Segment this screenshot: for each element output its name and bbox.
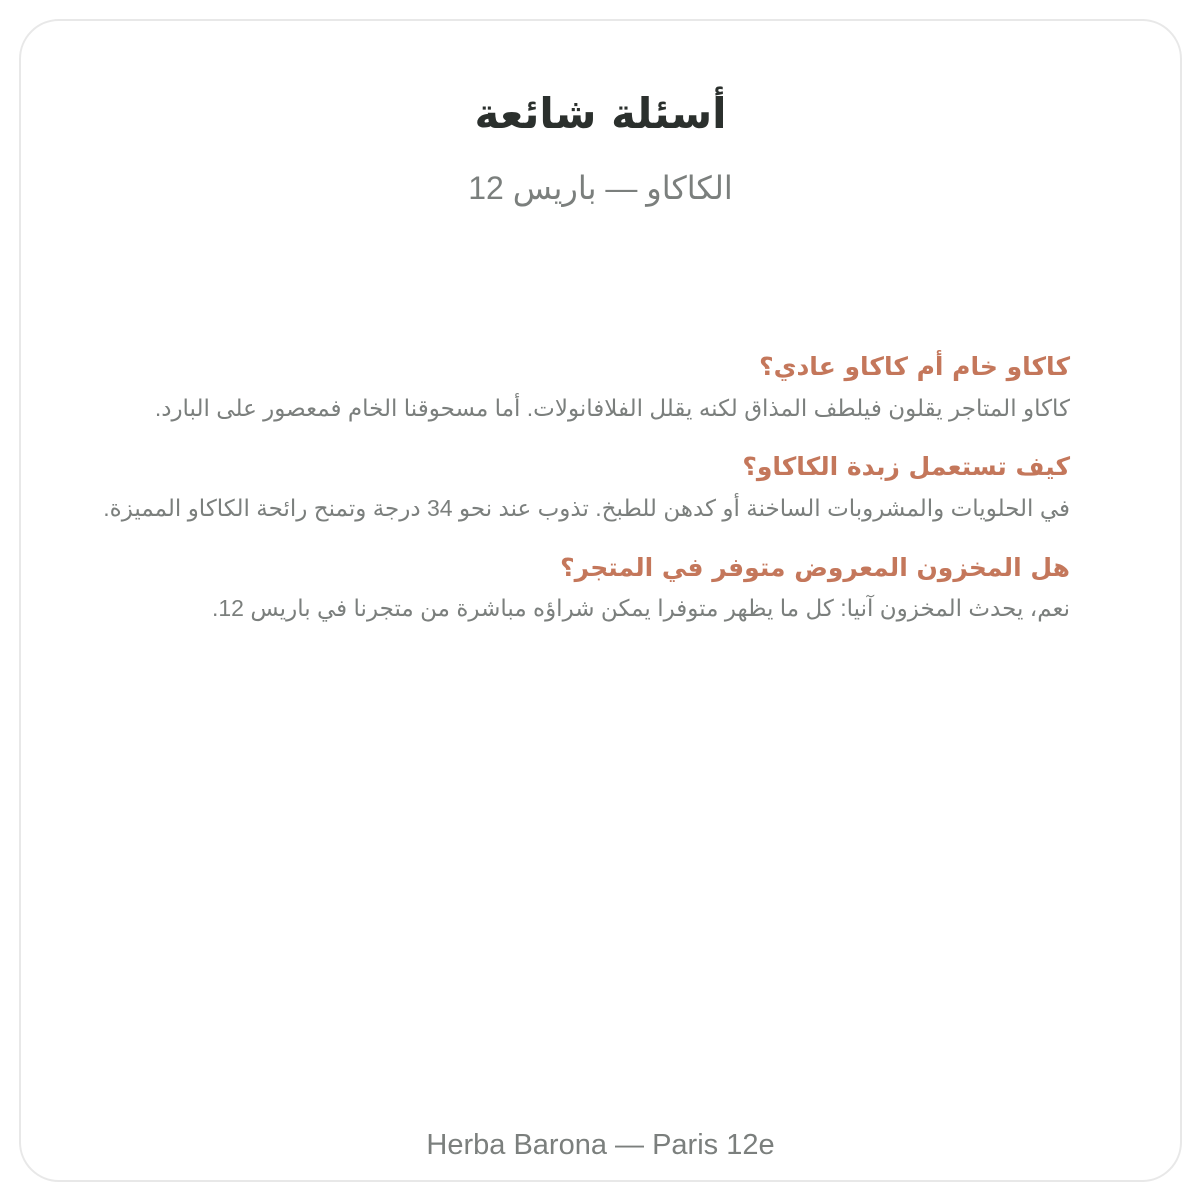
faq-question: هل المخزون المعروض متوفر في المتجر؟ — [560, 552, 1070, 582]
faq-question: كاكاو خام أم كاكاو عادي؟ — [759, 352, 1070, 381]
faq-card — [19, 19, 1182, 1182]
faq-item — [90, 552, 1070, 624]
faq-answer: في الحلويات والمشروبات الساخنة أو كدهن للطبخ. تذوب عند نحو 34 درجة وتمنح رائحة الكاكاو المميزة. — [103, 494, 1070, 521]
page-subtitle: الكاكاو — باريس 12 — [468, 170, 733, 206]
page-title: أسئلة شائعة — [474, 89, 727, 138]
footer-brand: Herba Barona — Paris 12e — [426, 1129, 775, 1161]
faq-answer: كاكاو المتاجر يقلون فيلطف المذاق لكنه يقلل الفلافانولات. أما مسحوقنا الخام فمعصور على البارد. — [154, 394, 1070, 421]
faq-question: كيف تستعمل زبدة الكاكاو؟ — [742, 452, 1070, 482]
faq-answer: نعم، يحدث المخزون آنيا: كل ما يظهر متوفرا يمكن شراؤه مباشرة من متجرنا في باريس 12. — [211, 595, 1070, 622]
faq-item — [90, 351, 1070, 423]
faq-item — [90, 451, 1070, 523]
faq-list — [90, 351, 1070, 652]
